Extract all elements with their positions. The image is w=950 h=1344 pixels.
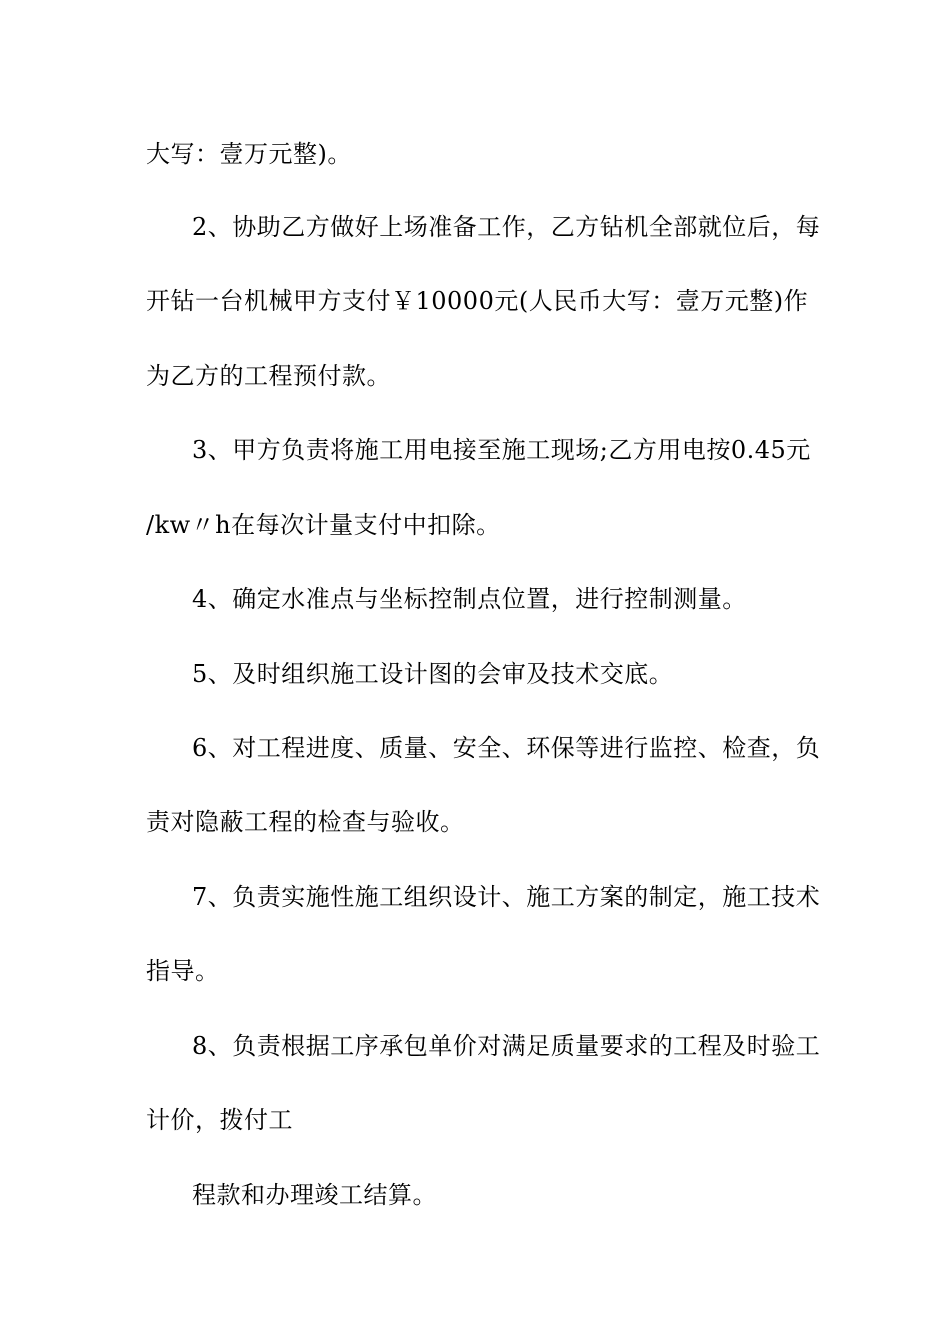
text-line: 开钻一台机械甲方支付￥10000元(人民币大写：壹万元整)作 [146,287,809,315]
text-line: 7、负责实施性施工组织设计、施工方案的制定，施工技术 [192,883,821,911]
text-line: 4、确定水准点与坐标控制点位置，进行控制测量。 [192,585,747,613]
text-line: 5、及时组织施工设计图的会审及技术交底。 [192,660,674,688]
text-line: 8、负责根据工序承包单价对满足质量要求的工程及时验工 [192,1032,821,1060]
text-line: 程款和办理竣工结算。 [192,1181,437,1209]
text-line: 6、对工程进度、质量、安全、环保等进行监控、检查，负 [192,734,821,762]
text-line: 2、协助乙方做好上场准备工作，乙方钻机全部就位后，每 [192,213,821,241]
text-line: 计价，拨付工 [146,1106,293,1134]
text-line: 3、甲方负责将施工用电接至施工现场;乙方用电按0.45元 [192,436,811,464]
text-line: 责对隐蔽工程的检查与验收。 [146,808,465,836]
text-line: /kw〃h在每次计量支付中扣除。 [146,511,501,539]
text-line: 为乙方的工程预付款。 [146,362,391,390]
text-line: 大写：壹万元整)。 [146,140,352,168]
text-line: 指导。 [146,957,220,985]
